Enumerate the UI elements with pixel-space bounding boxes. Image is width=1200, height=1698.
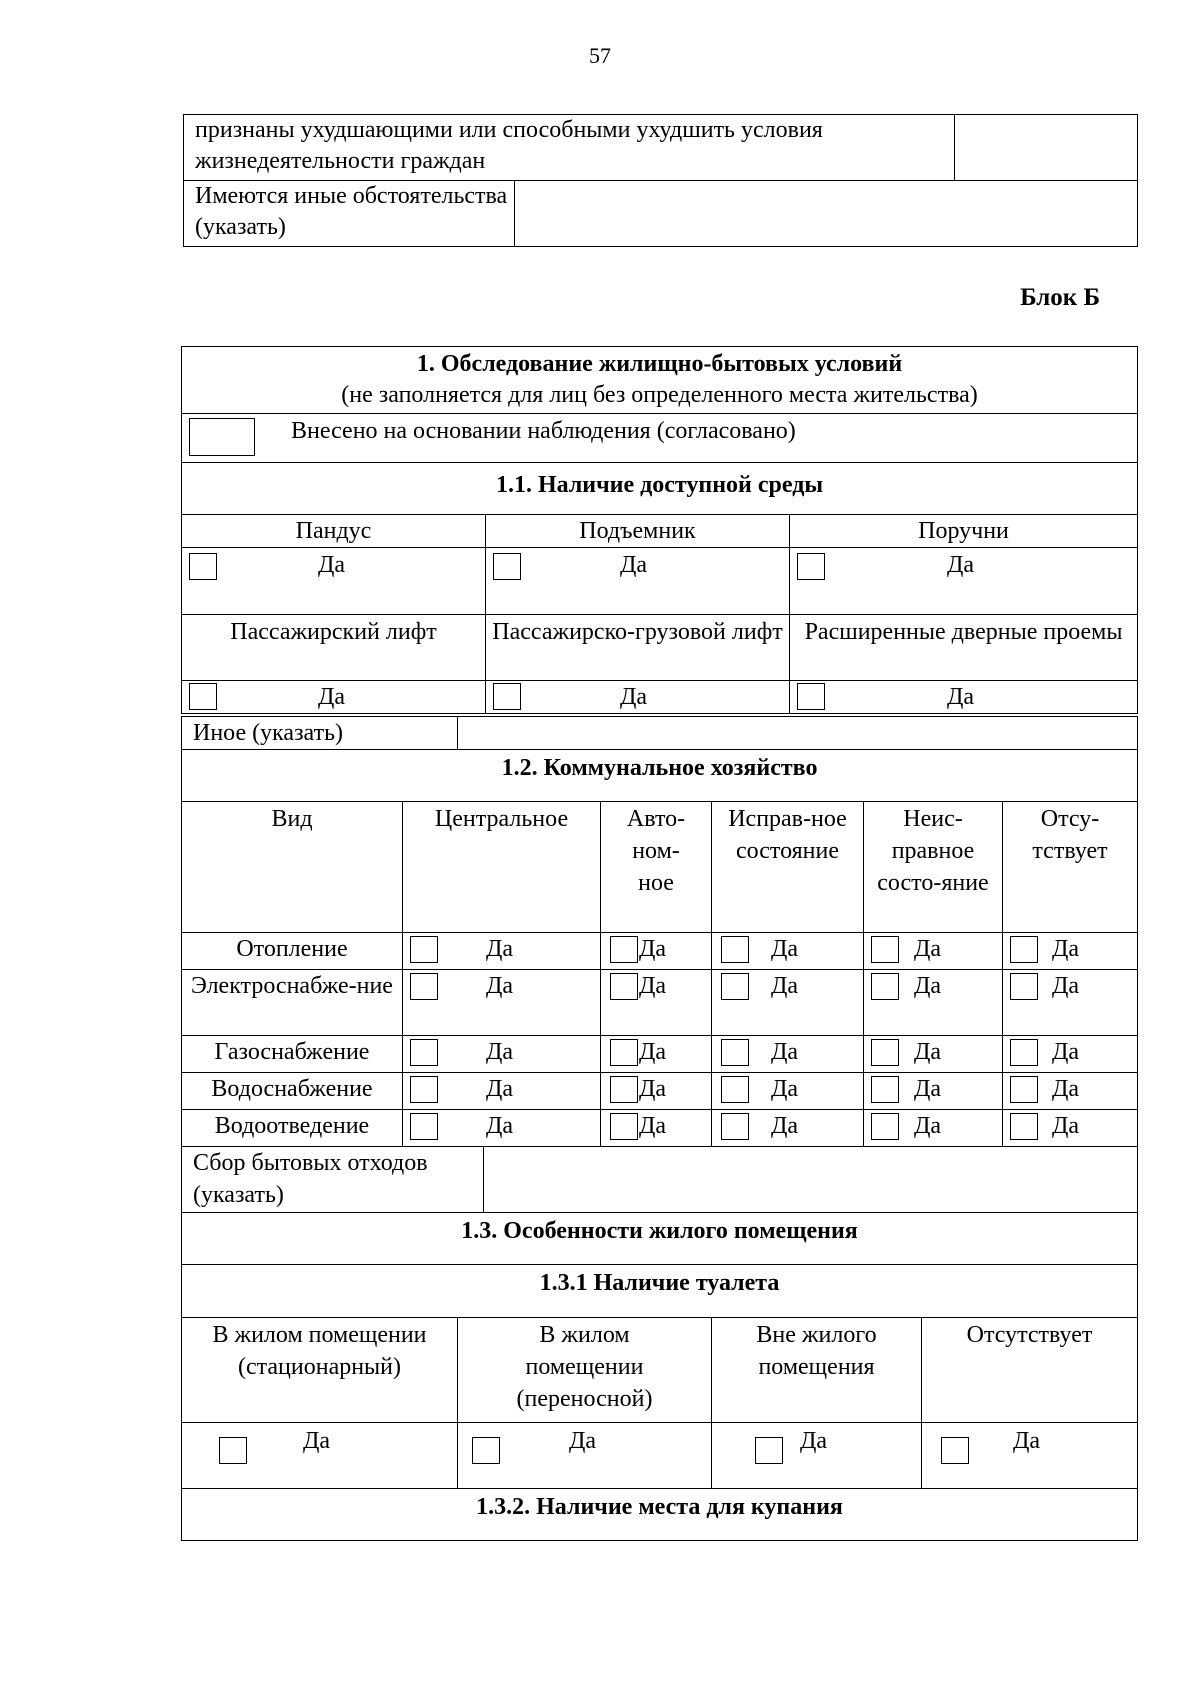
toilet-yes: Да <box>303 1428 331 1454</box>
util-checkbox[interactable] <box>1010 1076 1038 1103</box>
util-yes: Да <box>639 973 667 999</box>
handrails-yes: Да <box>947 552 975 578</box>
util-yes: Да <box>1052 1076 1080 1102</box>
util-cell <box>712 970 864 1036</box>
section1-title: 1. Обследование жилищно-бытовых условий <box>416 351 903 377</box>
util-cell <box>403 1110 601 1147</box>
util-header-faulty: Неис-правное состо-яние <box>864 802 1003 933</box>
util-cell <box>712 933 864 970</box>
other-circumstances-label: Имеются иные обстоятельства (указать) <box>184 181 515 247</box>
util-yes: Да <box>771 973 799 999</box>
top-row1-text: признаны ухудшающими или способными ухудшить условия жизнедеятельности граждан <box>184 115 955 181</box>
util-yes: Да <box>1052 936 1080 962</box>
toilet-checkbox[interactable] <box>472 1437 500 1464</box>
toilet-yes: Да <box>800 1428 828 1454</box>
toilet-header-indoor-portable: В жилом помещении (переносной) <box>458 1318 712 1423</box>
section1-table <box>181 346 1138 714</box>
handrails-cell <box>790 548 1138 615</box>
section1-header <box>182 347 1138 414</box>
util-cell <box>864 933 1003 970</box>
util-yes: Да <box>639 1076 667 1102</box>
passenger-lift-checkbox[interactable] <box>189 683 217 710</box>
util-header-absent: Отсу-тствует <box>1003 802 1138 933</box>
util-cell <box>712 1110 864 1147</box>
util-yes: Да <box>486 1076 514 1102</box>
freight-lift-checkbox[interactable] <box>493 683 521 710</box>
util-checkbox[interactable] <box>610 1039 638 1066</box>
util-checkbox[interactable] <box>721 1039 749 1066</box>
toilet-cell <box>712 1423 922 1489</box>
util-cell <box>601 1110 712 1147</box>
util-checkbox[interactable] <box>871 1113 899 1140</box>
util-cell <box>601 933 712 970</box>
util-header-central: Центральное <box>403 802 601 933</box>
section1-2-table <box>181 749 1138 1147</box>
ramp-label: Пандус <box>182 515 486 548</box>
util-cell <box>403 970 601 1036</box>
section1-3-1-title: 1.3.1 Наличие туалета <box>182 1265 1138 1318</box>
util-cell <box>403 933 601 970</box>
util-yes: Да <box>639 1039 667 1065</box>
util-yes: Да <box>771 936 799 962</box>
util-row-water: Водоснабжение <box>182 1073 403 1110</box>
util-cell <box>864 970 1003 1036</box>
util-yes: Да <box>771 1076 799 1102</box>
util-checkbox[interactable] <box>721 1113 749 1140</box>
util-yes: Да <box>486 1113 514 1139</box>
lift-label: Подъемник <box>486 515 790 548</box>
util-checkbox[interactable] <box>610 973 638 1000</box>
util-cell <box>864 1073 1003 1110</box>
util-checkbox[interactable] <box>1010 1113 1038 1140</box>
observation-label: Внесено на основании наблюдения (согласовано) <box>291 418 796 444</box>
ramp-yes: Да <box>318 552 346 578</box>
toilet-checkbox[interactable] <box>219 1437 247 1464</box>
util-cell <box>1003 1036 1138 1073</box>
util-checkbox[interactable] <box>410 936 438 963</box>
util-yes: Да <box>771 1039 799 1065</box>
passenger-lift-label: Пассажирский лифт <box>182 615 486 681</box>
waste-label: Сбор бытовых отходов (указать) <box>182 1147 484 1213</box>
util-checkbox[interactable] <box>610 936 638 963</box>
util-cell <box>1003 933 1138 970</box>
util-checkbox[interactable] <box>610 1076 638 1103</box>
section1-3-2-title: 1.3.2. Наличие места для купания <box>182 1489 1138 1541</box>
toilet-header-outdoor: Вне жилого помещения <box>712 1318 922 1423</box>
handrails-checkbox[interactable] <box>797 553 825 580</box>
section1-subtitle: (не заполняется для лиц без определенного места жительства) <box>341 382 978 408</box>
toilet-header-indoor-fixed: В жилом помещении (стационарный) <box>182 1318 458 1423</box>
util-yes: Да <box>639 1113 667 1139</box>
util-cell <box>601 1036 712 1073</box>
waste-input[interactable] <box>484 1147 1138 1213</box>
toilet-yes: Да <box>1013 1428 1041 1454</box>
util-checkbox[interactable] <box>871 936 899 963</box>
other-accessible-input[interactable] <box>458 717 1138 750</box>
util-cell <box>1003 1110 1138 1147</box>
util-cell <box>712 1073 864 1110</box>
util-checkbox[interactable] <box>1010 973 1038 1000</box>
freight-lift-cell <box>486 681 790 714</box>
observation-row <box>182 414 1138 463</box>
util-checkbox[interactable] <box>871 1039 899 1066</box>
util-yes: Да <box>914 1039 942 1065</box>
top-row1-value-cell[interactable] <box>955 115 1138 181</box>
util-yes: Да <box>486 936 514 962</box>
section1-3-table <box>181 1212 1138 1541</box>
util-yes: Да <box>639 936 667 962</box>
handrails-label: Поручни <box>790 515 1138 548</box>
util-yes: Да <box>771 1113 799 1139</box>
freight-lift-label: Пассажирско-грузовой лифт <box>486 615 790 681</box>
util-checkbox[interactable] <box>721 973 749 1000</box>
passenger-lift-cell <box>182 681 486 714</box>
util-yes: Да <box>914 1113 942 1139</box>
section1-3-title: 1.3. Особенности жилого помещения <box>182 1213 1138 1265</box>
toilet-checkbox[interactable] <box>941 1437 969 1464</box>
util-checkbox[interactable] <box>1010 1039 1038 1066</box>
wide-doors-label: Расширенные дверные проемы <box>790 615 1138 681</box>
util-checkbox[interactable] <box>721 1076 749 1103</box>
wide-doors-cell <box>790 681 1138 714</box>
observation-checkbox[interactable] <box>189 418 255 456</box>
lift-yes: Да <box>620 552 648 578</box>
util-row-electricity: Электроснабже-ние <box>182 970 403 1036</box>
toilet-cell <box>922 1423 1138 1489</box>
toilet-checkbox[interactable] <box>755 1437 783 1464</box>
ramp-checkbox[interactable] <box>189 553 217 580</box>
util-yes: Да <box>914 1076 942 1102</box>
util-checkbox[interactable] <box>410 1039 438 1066</box>
toilet-header-absent: Отсутствует <box>922 1318 1138 1423</box>
wide-doors-checkbox[interactable] <box>797 683 825 710</box>
util-cell <box>1003 970 1138 1036</box>
other-accessible-label: Иное (указать) <box>182 717 458 750</box>
block-title: Блок Б <box>1020 284 1100 311</box>
util-cell <box>864 1036 1003 1073</box>
util-yes: Да <box>914 936 942 962</box>
section1-2-title: 1.2. Коммунальное хозяйство <box>182 750 1138 802</box>
util-cell <box>403 1073 601 1110</box>
util-row-sewerage: Водоотведение <box>182 1110 403 1147</box>
toilet-cell <box>458 1423 712 1489</box>
waste-table <box>181 1146 1138 1213</box>
section1-1-title: 1.1. Наличие доступной среды <box>182 463 1138 515</box>
page-number: 57 <box>589 43 611 68</box>
ramp-cell <box>182 548 486 615</box>
util-yes: Да <box>486 1039 514 1065</box>
util-header-working: Исправ-ное состояние <box>712 802 864 933</box>
util-checkbox[interactable] <box>871 1076 899 1103</box>
util-yes: Да <box>1052 1039 1080 1065</box>
util-yes: Да <box>1052 973 1080 999</box>
other-circumstances-input[interactable] <box>515 181 1138 247</box>
util-cell <box>601 1073 712 1110</box>
util-yes: Да <box>1052 1113 1080 1139</box>
util-checkbox[interactable] <box>410 1113 438 1140</box>
util-checkbox[interactable] <box>610 1113 638 1140</box>
lift-checkbox[interactable] <box>493 553 521 580</box>
util-cell <box>712 1036 864 1073</box>
passenger-lift-yes: Да <box>318 684 346 710</box>
wide-doors-yes: Да <box>947 684 975 710</box>
util-checkbox[interactable] <box>721 936 749 963</box>
top-table <box>183 114 1138 247</box>
util-yes: Да <box>914 973 942 999</box>
util-cell <box>1003 1073 1138 1110</box>
util-checkbox[interactable] <box>410 1076 438 1103</box>
toilet-yes: Да <box>569 1428 597 1454</box>
util-header-autonomous: Авто-ном-ное <box>601 802 712 933</box>
other-accessible-table <box>181 716 1138 750</box>
util-yes: Да <box>486 973 514 999</box>
util-cell <box>601 970 712 1036</box>
util-header-type: Вид <box>182 802 403 933</box>
util-cell <box>403 1036 601 1073</box>
util-checkbox[interactable] <box>410 973 438 1000</box>
toilet-cell <box>182 1423 458 1489</box>
util-checkbox[interactable] <box>1010 936 1038 963</box>
util-checkbox[interactable] <box>871 973 899 1000</box>
util-row-gas: Газоснабжение <box>182 1036 403 1073</box>
lift-cell <box>486 548 790 615</box>
util-row-heating: Отопление <box>182 933 403 970</box>
freight-lift-yes: Да <box>620 684 648 710</box>
util-cell <box>864 1110 1003 1147</box>
